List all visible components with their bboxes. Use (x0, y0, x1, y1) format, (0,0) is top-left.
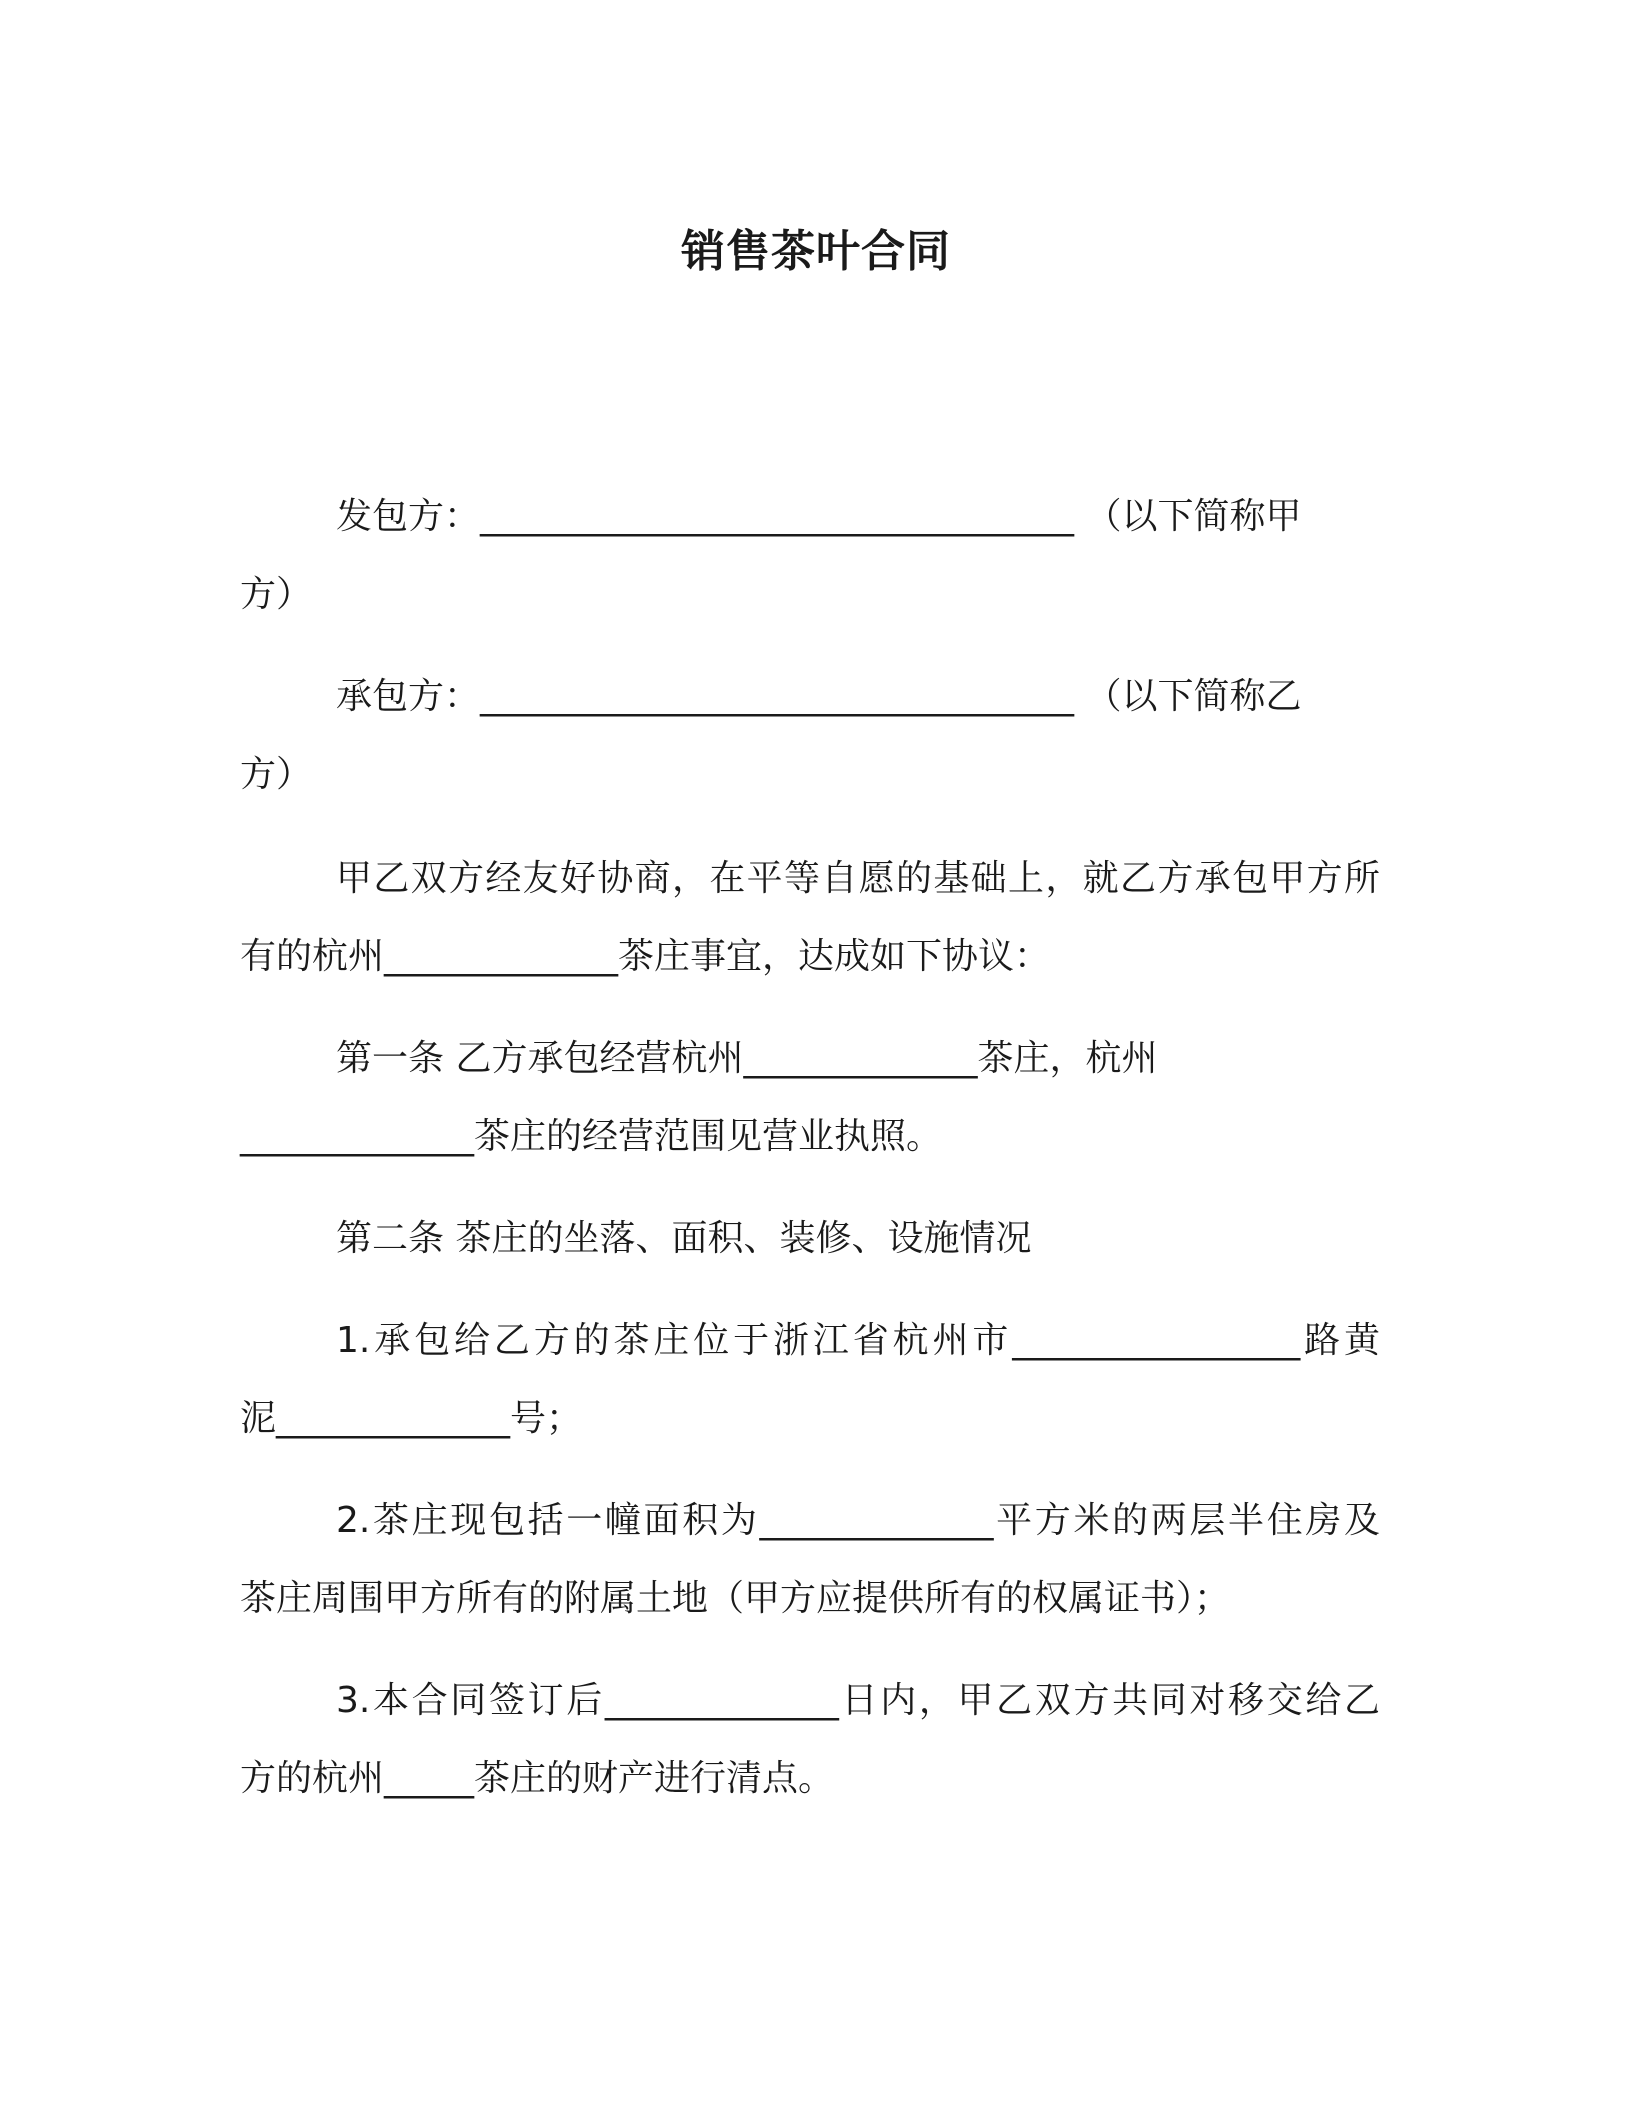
paragraph-line: 1.承包给乙方的茶庄位于浙江省杭州市________________路黄 (336, 1320, 1380, 1361)
paragraph-line: 2.茶庄现包括一幢面积为_____________平方米的两层半住房及 (336, 1500, 1380, 1541)
clause-contractor-party-a (240, 478, 1380, 634)
paragraph-line: 茶庄周围甲方所有的附属土地（甲方应提供所有的权属证书）； (240, 1578, 1231, 1619)
clause-contractor-party-b (240, 658, 1380, 814)
paragraph-line: 方） (240, 574, 313, 615)
paragraph-line: 3.本合同签订后_____________日内，甲乙双方共同对移交给乙 (336, 1680, 1380, 1721)
paragraph-line: 泥_____________号； (240, 1398, 583, 1439)
clause-item-1 (240, 1302, 1380, 1458)
paragraph-line: 方的杭州_____茶庄的财产进行清点。 (240, 1758, 835, 1799)
document-title: 销售茶叶合同 (681, 226, 951, 277)
paragraph-line: 承包方：_________________________________ （以下简称乙 (336, 676, 1302, 717)
paragraph-line: 第二条 茶庄的坐落、面积、装修、设施情况 (336, 1218, 1032, 1259)
paragraph-line: 发包方：_________________________________ （以下简称甲 (336, 496, 1302, 537)
clause-item-2 (240, 1482, 1380, 1638)
paragraph-line: 甲乙双方经友好协商，在平等自愿的基础上，就乙方承包甲方所 (336, 858, 1380, 899)
paragraph-line: 方） (240, 754, 313, 795)
clause-item-3 (240, 1662, 1380, 1818)
paragraph-line: _____________茶庄的经营范围见营业执照。 (240, 1116, 943, 1157)
clause-preamble (240, 840, 1380, 996)
clause-article-1 (240, 1020, 1380, 1176)
paragraph-line: 第一条 乙方承包经营杭州_____________茶庄，杭州 (336, 1038, 1158, 1079)
paragraph-line: 有的杭州_____________茶庄事宜，达成如下协议： (240, 936, 1051, 977)
clause-article-2-heading (240, 1200, 1380, 1278)
